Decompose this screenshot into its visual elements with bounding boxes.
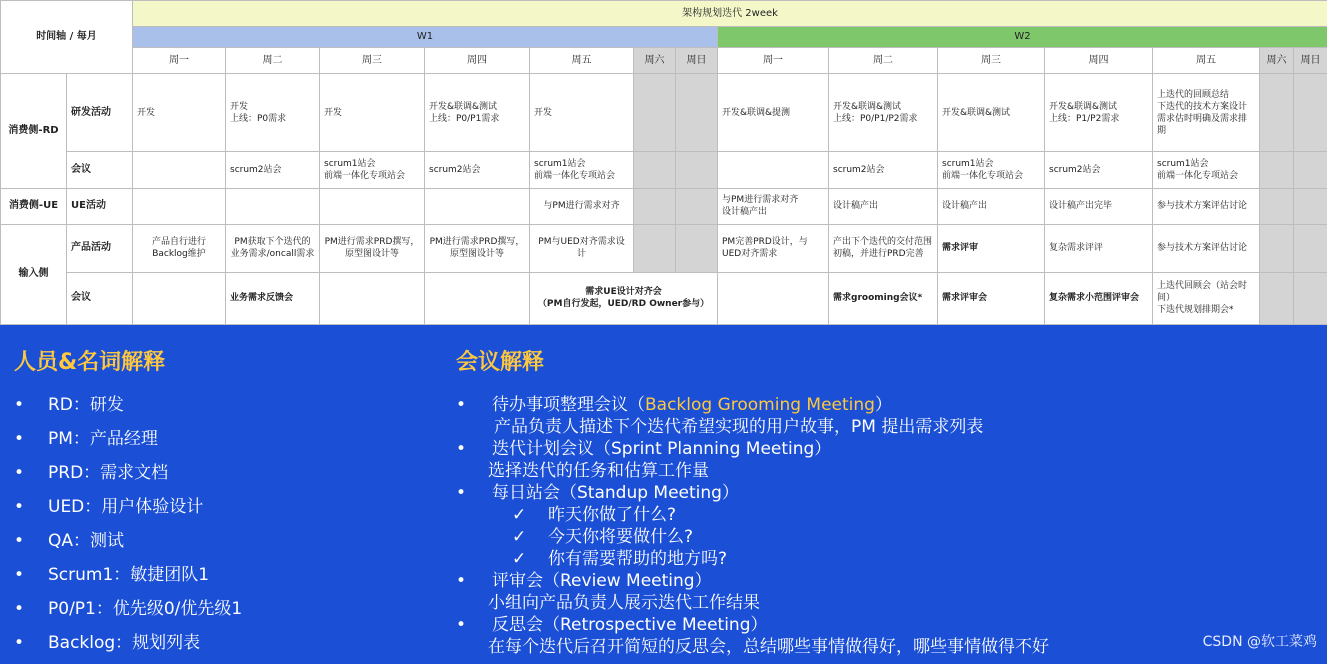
w1-sat: 周六: [634, 48, 676, 74]
meeting-standup: [456, 482, 1176, 504]
group-input: 输入侧: [1, 224, 67, 324]
cell-prod-w1-fri: PM与UED对齐需求设计: [530, 224, 634, 272]
term-item: • RD：研发: [14, 392, 434, 426]
w2-mon: 周一: [718, 48, 829, 74]
terms-title: 人员&名词解释: [14, 345, 434, 376]
w1-fri: 周五: [530, 48, 634, 74]
group-rd: 消费侧-RD: [1, 74, 67, 188]
cell-prod-w2-thu: 复杂需求评评: [1045, 224, 1153, 272]
terms-panel: [14, 345, 434, 664]
cell-min-w2-sat: [1260, 272, 1294, 324]
corner-header: 时间轴 / 每月: [1, 1, 133, 74]
w2-sat: 周六: [1260, 48, 1294, 74]
cell-mrd-w1-fri: scrum1站会 前端一体化专项站会: [530, 152, 634, 188]
cell-prod-w1-thu: PM进行需求PRD撰写，原型图设计等: [425, 224, 530, 272]
schedule-sheet: [0, 0, 1327, 325]
meeting-backlog-suffix: ）: [875, 395, 892, 415]
w1-mon: 周一: [133, 48, 226, 74]
cell-min-w2-fri: 上迭代回顾会（站会时间） 下迭代规划排期会*: [1153, 272, 1260, 324]
w2-fri: 周五: [1153, 48, 1260, 74]
group-ue: 消费侧-UE: [1, 188, 67, 224]
bullet-icon: •: [456, 570, 466, 592]
cell-mrd-w1-sun: [676, 152, 718, 188]
cell-prod-w2-mon: PM完善PRD设计，与UED对齐需求: [718, 224, 829, 272]
cell-min-w2-mon: [718, 272, 829, 324]
cell-prod-w2-tue: 产出下个迭代的交付范围初稿，并进行PRD完善: [829, 224, 938, 272]
cell-min-w2-sun: [1294, 272, 1327, 324]
cell-mrd-w1-tue: scrum2站会: [226, 152, 320, 188]
cell-min-w1-thu: [425, 272, 530, 324]
cell-dev-w2-wed: 开发&联调&测试: [938, 74, 1045, 152]
row-label-ue: UE活动: [67, 188, 133, 224]
term-item: • PRD：需求文档: [14, 460, 434, 494]
meeting-backlog-prefix: 待办事项整理会议（: [492, 395, 645, 415]
cell-dev-w1-thu: 开发&联调&测试 上线：P0/P1需求: [425, 74, 530, 152]
cell-min-w1-mon: [133, 272, 226, 324]
cell-dev-w2-sun: [1294, 74, 1327, 152]
cell-ue-w2-thu: 设计稿产出完毕: [1045, 188, 1153, 224]
bullet-icon: •: [456, 482, 466, 504]
cell-ue-w1-wed: [320, 188, 425, 224]
cell-dev-w2-fri: 上迭代的回顾总结 下迭代的技术方案设计 需求估时明确及需求排期: [1153, 74, 1260, 152]
cell-ue-w2-tue: 设计稿产出: [829, 188, 938, 224]
cell-mrd-w1-thu: scrum2站会: [425, 152, 530, 188]
cell-dev-w1-tue: 开发 上线：P0需求: [226, 74, 320, 152]
cell-dev-w1-sat: [634, 74, 676, 152]
term-item: • UED：用户体验设计: [14, 494, 434, 528]
w1-wed: 周三: [320, 48, 425, 74]
w2-thu: 周四: [1045, 48, 1153, 74]
cell-prod-w1-tue: PM获取下个迭代的业务需求/oncall需求: [226, 224, 320, 272]
week2-header: W2: [718, 27, 1327, 48]
cell-dev-w2-mon: 开发&联调&提测: [718, 74, 829, 152]
cell-prod-w1-sat: [634, 224, 676, 272]
cell-dev-w1-sun: [676, 74, 718, 152]
terms-list: [14, 392, 434, 664]
cell-min-w1-wed: [320, 272, 425, 324]
schedule-table: [0, 0, 1327, 325]
meetings-title: 会议解释: [456, 345, 1176, 376]
row-label-meet-in: 会议: [67, 272, 133, 324]
row-label-dev: 研发活动: [67, 74, 133, 152]
meetings-panel: [456, 345, 1176, 658]
week1-header: W1: [133, 27, 718, 48]
standup-question: ✓ 昨天你做了什么?: [456, 504, 1176, 526]
term-item: • P0/P1：优先级0/优先级1: [14, 596, 434, 630]
cell-ue-w1-sat: [634, 188, 676, 224]
cell-dev-w2-sat: [1260, 74, 1294, 152]
watermark: CSDN @软工菜鸡: [1203, 631, 1317, 651]
meeting-planning-title: 迭代计划会议（Sprint Planning Meeting）: [456, 438, 1176, 460]
cell-prod-w1-mon: 产品自行进行 Backlog维护: [133, 224, 226, 272]
cell-prod-w2-sun: [1294, 224, 1327, 272]
cell-min-w2-wed: 需求评审会: [938, 272, 1045, 324]
cell-mrd-w2-wed: scrum1站会 前端一体化专项站会: [938, 152, 1045, 188]
bullet-icon: •: [456, 394, 466, 416]
cell-mrd-w1-sat: [634, 152, 676, 188]
cell-mrd-w2-mon: [718, 152, 829, 188]
cell-prod-w2-wed: 需求评审: [938, 224, 1045, 272]
meeting-retro-title: 反思会（Retrospective Meeting）: [456, 614, 1176, 636]
cell-ue-w1-thu: [425, 188, 530, 224]
check-icon: ✓: [512, 526, 548, 548]
row-label-product: 产品活动: [67, 224, 133, 272]
cell-prod-w2-sat: [1260, 224, 1294, 272]
cell-mrd-w2-tue: scrum2站会: [829, 152, 938, 188]
row-label-meet-rd: 会议: [67, 152, 133, 188]
meeting-planning-desc: 选择迭代的任务和估算工作量: [456, 460, 1176, 482]
cell-dev-w1-fri: 开发: [530, 74, 634, 152]
w2-wed: 周三: [938, 48, 1045, 74]
cell-mrd-w2-fri: scrum1站会 前端一体化专项站会: [1153, 152, 1260, 188]
cell-ue-w1-sun: [676, 188, 718, 224]
meeting-retro: [456, 614, 1176, 636]
cell-min-w2-thu: 复杂需求小范围评审会: [1045, 272, 1153, 324]
cell-mrd-w2-sun: [1294, 152, 1327, 188]
meeting-review-title: 评审会（Review Meeting）: [456, 570, 1176, 592]
meeting-standup-title: 每日站会（Standup Meeting）: [456, 482, 1176, 504]
meeting-backlog: [456, 394, 1176, 416]
cell-dev-w1-mon: 开发: [133, 74, 226, 152]
meeting-planning: [456, 438, 1176, 460]
cell-prod-w1-wed: PM进行需求PRD撰写，原型图设计等: [320, 224, 425, 272]
cell-dev-w2-thu: 开发&联调&测试 上线：P1/P2需求: [1045, 74, 1153, 152]
term-item: • PM：产品经理: [14, 426, 434, 460]
cell-ue-w2-wed: 设计稿产出: [938, 188, 1045, 224]
term-item: • Scrum1：敏捷团队1: [14, 562, 434, 596]
cell-mrd-w1-mon: [133, 152, 226, 188]
w1-thu: 周四: [425, 48, 530, 74]
meeting-backlog-desc: 产品负责人描述下个迭代希望实现的用户故事，PM 提出需求列表: [456, 416, 1176, 438]
cell-ue-w2-mon: 与PM进行需求对齐 设计稿产出: [718, 188, 829, 224]
bullet-icon: •: [456, 614, 466, 636]
check-icon: ✓: [512, 548, 548, 570]
w1-tue: 周二: [226, 48, 320, 74]
cell-ue-w2-sun: [1294, 188, 1327, 224]
w2-sun: 周日: [1294, 48, 1327, 74]
cell-ue-w2-fri: 参与技术方案评估讨论: [1153, 188, 1260, 224]
cell-min-w1-tue: 业务需求反馈会: [226, 272, 320, 324]
cell-mrd-w2-thu: scrum2站会: [1045, 152, 1153, 188]
w1-sun: 周日: [676, 48, 718, 74]
cell-prod-w1-sun: [676, 224, 718, 272]
cell-dev-w1-wed: 开发: [320, 74, 425, 152]
w2-tue: 周二: [829, 48, 938, 74]
cell-dev-w2-tue: 开发&联调&测试 上线：P0/P1/P2需求: [829, 74, 938, 152]
meeting-review-desc: 小组向产品负责人展示迭代工作结果: [456, 592, 1176, 614]
cell-ue-w1-fri: 与PM进行需求对齐: [530, 188, 634, 224]
cell-mrd-w2-sat: [1260, 152, 1294, 188]
term-item: • QA：测试: [14, 528, 434, 562]
cell-prod-w2-fri: 参与技术方案评估讨论: [1153, 224, 1260, 272]
meeting-retro-desc: 在每个迭代后召开简短的反思会，总结哪些事情做得好，哪些事情做得不好: [456, 636, 1176, 658]
standup-question: ✓ 你有需要帮助的地方吗?: [456, 548, 1176, 570]
check-icon: ✓: [512, 504, 548, 526]
cell-ue-w1-tue: [226, 188, 320, 224]
term-item: • Backlog：规划列表: [14, 630, 434, 664]
cell-min-w2-tue: 需求grooming会议*: [829, 272, 938, 324]
bullet-icon: •: [456, 438, 466, 460]
standup-question: ✓ 今天你将要做什么?: [456, 526, 1176, 548]
cell-mrd-w1-wed: scrum1站会 前端一体化专项站会: [320, 152, 425, 188]
cell-ue-w2-sat: [1260, 188, 1294, 224]
meeting-review: [456, 570, 1176, 592]
cell-ue-w1-mon: [133, 188, 226, 224]
cell-min-w1-fri: 需求UE设计对齐会 （PM自行发起，UED/RD Owner参与）: [530, 272, 718, 324]
iteration-title: 架构规划迭代 2week: [133, 1, 1327, 27]
meeting-backlog-en: Backlog Grooming Meeting: [645, 395, 875, 415]
